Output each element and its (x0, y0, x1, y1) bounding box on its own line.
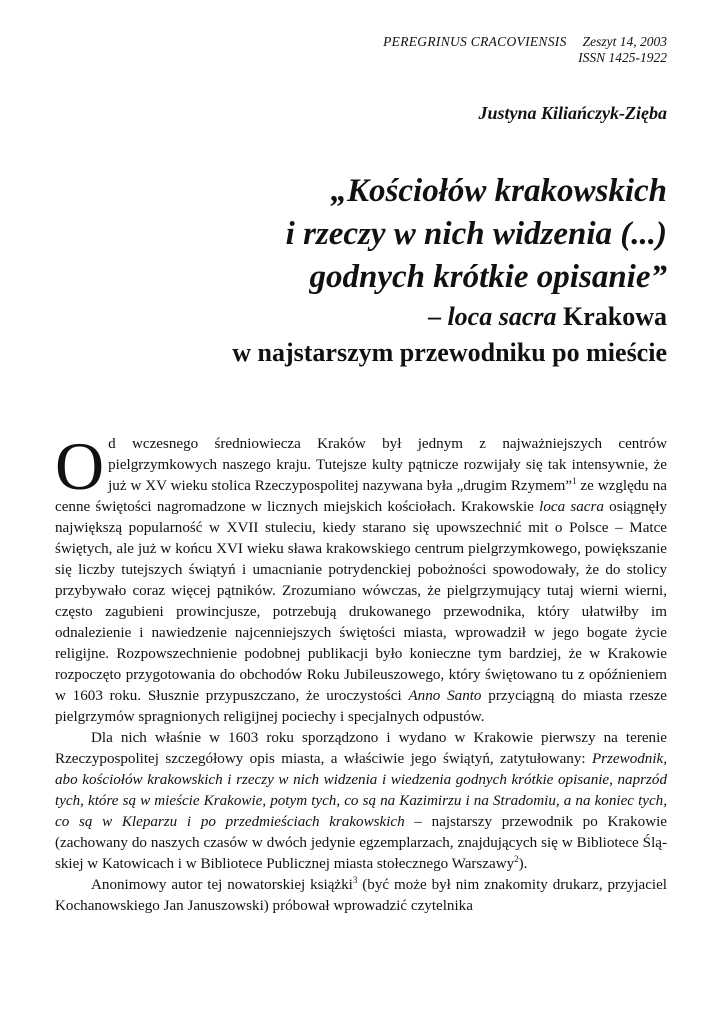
issn: ISSN 1425-1922 (578, 50, 667, 65)
italic-phrase: loca sacra (539, 499, 604, 515)
text-run: ). (518, 856, 528, 872)
author-name: Justyna Kiliańczyk-Zięba (478, 103, 667, 123)
footnote-ref-2: 2 (514, 854, 519, 864)
article-title (27, 170, 667, 371)
title-line-5: w najstarszym przewodniku po mieście (232, 338, 667, 367)
journal-header (267, 34, 667, 66)
text-run: przyciągną do miasta rzesze pielgrzymów spragnionych religijnej pociechy i specjalnych odpustów. (55, 688, 668, 725)
text-run: (być może był nim znakomity drukarz, przyjaciel Kochanowskiego Jan Januszowski) próbował wprowadzić czytelnika (55, 877, 667, 914)
footnote-ref-3: 3 (352, 875, 358, 885)
title-line-2: i rzeczy w nich widzenia (...) (285, 216, 667, 252)
title-line-4 (27, 299, 667, 335)
title-line-3: godnych krótkie opisanie” (309, 259, 667, 295)
text-run: osiągnęły największą popularność w XVII stuleciu, kiedy starano się upowszechnić mit o Polsce – Matce świętych, ale już w końcu XVI wieku sława krakowskiego centrum pielgrzymkowego, powiększanie się liczby tutejszych świątyń i umacnianie potrydenckiej pobożności spowodowały, że do stolicy przybywało coraz więcej pątników. Zrozumiano wówczas, że pielgrzymujący tutaj wierni wierni, często zagubieni prowincjusze, potrzebują drukowanego przewodnika, który ułatwiłby im odnalezienie i nawiedzenie najcenniejszych świętości miasta, wprowadził w jego bogate życie religijne. Rozpowszechnienie podobnej publikacji było konieczne tym bardziej, że w Krakowie rozpoczęto przygotowania do obchodów Roku Jubileuszowego, który świętowano tu z opóźnieniem w 1603 roku. Słusznie przypuszczano, że uroczystości (55, 499, 667, 704)
text-run: Anonimowy autor tej nowatorskiej książki (91, 877, 353, 893)
footnote-ref-1: 1 (572, 476, 577, 486)
journal-name: PEREGRINUS CRACOVIENSIS (383, 34, 567, 49)
title-dash: – (427, 302, 448, 331)
text-run: d wczesnego średniowiecza Kraków był jednym z najważniejszych centrów pielgrzymkowych naszego kraju. Tutejsze kulty pątnicze rozwijały się tak intensywnie, że już w XV wieku stolica Rzeczypospolitej nazywana była „drugim Rzymem” (108, 436, 667, 494)
paragraph-2 (55, 728, 667, 875)
paragraph-1 (55, 428, 668, 728)
italic-book-title: Przewodnik, abo kościołów krakowskich i rzeczy w nich widzenia i wiedzenia godnych krótkie opisanie, naprzód tych, które są w mieście Krakowie, potym tych, co są na Kazimirzu i na Stradomiu, a na koniec tych, co są w Kleparzu i po przedmieściach krakowskich (55, 751, 667, 830)
text-run: – najstarszy przewodnik po Krakowie (zachowany do naszych czasów w dwóch jedynie egzemplarzach, znajdujących się w Bibliotece Śląskiej w Katowicach i w Bibliotece Publicznej miasta stołecznego Warszawy (55, 814, 667, 872)
article-body (55, 428, 668, 917)
drop-cap: O (55, 428, 105, 504)
italic-phrase: Anno Santo (408, 688, 482, 704)
title-line-1: „Kościołów krakowskich (330, 173, 667, 209)
text-run: Dla nich właśnie w 1603 roku sporządzono i wydano w Krakowie pierwszy na terenie Rzeczypospolitej szczegółowy opis miasta, a właściwie jego świątyń, zatytułowany: (55, 730, 667, 767)
issue-info: Zeszyt 14, 2003 (582, 34, 667, 49)
paragraph-3 (55, 875, 667, 917)
title-italic: loca sacra (447, 302, 557, 331)
title-line-4-rest: Krakowa (556, 302, 667, 331)
text-run: ze względu na cenne świętości nagromadzone w licznych miejskich kościołach. Krakowskie (55, 478, 667, 515)
